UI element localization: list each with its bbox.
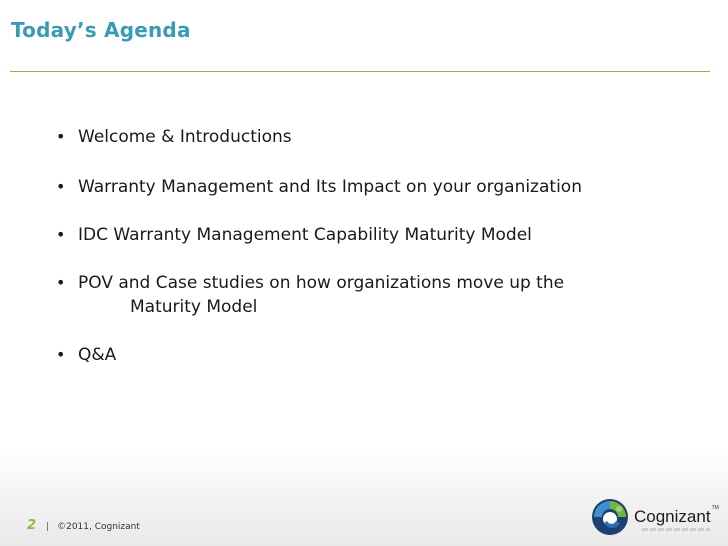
trademark-mark: TM <box>711 505 719 511</box>
cognizant-logo-icon <box>590 497 630 537</box>
copyright-text: ©2011, Cognizant <box>57 522 140 532</box>
cognizant-logo <box>590 497 719 537</box>
bullet-icon: • <box>56 345 66 364</box>
agenda-item <box>56 125 582 149</box>
slide-footer <box>27 518 140 533</box>
bullet-icon: • <box>56 273 66 292</box>
agenda-item <box>56 271 582 319</box>
bullet-icon: • <box>56 177 66 196</box>
bullet-icon: • <box>56 225 66 244</box>
agenda-list <box>56 125 582 367</box>
agenda-item <box>56 223 582 247</box>
agenda-item-text: Welcome & Introductions <box>78 127 292 147</box>
bullet-icon: • <box>56 127 66 146</box>
slide-title: Today’s Agenda <box>11 18 191 42</box>
agenda-item-text: POV and Case studies on how organizations move up the <box>78 273 565 293</box>
cognizant-wordmark: Cognizant <box>634 507 711 526</box>
footer-separator: | <box>46 522 50 532</box>
title-divider <box>10 71 710 72</box>
agenda-item-continuation: Maturity Model <box>130 297 258 317</box>
agenda-item <box>56 175 582 199</box>
logo-tagline-decoration <box>642 528 710 531</box>
agenda-item-text: IDC Warranty Management Capability Maturity Model <box>78 225 532 245</box>
page-number: 2 <box>27 518 37 533</box>
agenda-item-text: Warranty Management and Its Impact on your organization <box>78 177 582 197</box>
agenda-item-text: Q&A <box>78 345 117 365</box>
agenda-item <box>56 343 582 367</box>
